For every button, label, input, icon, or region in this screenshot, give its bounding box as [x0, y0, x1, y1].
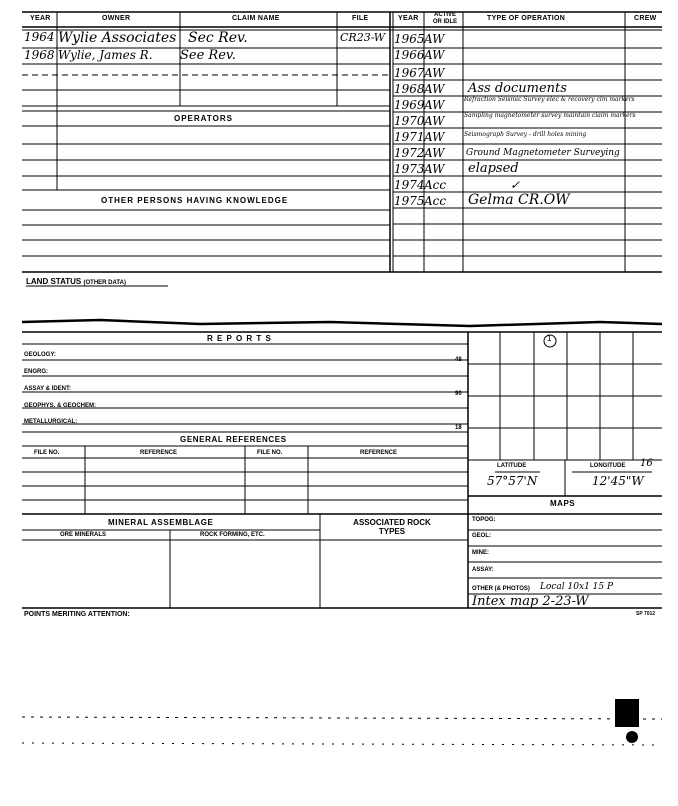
report-metallurgical-label: METALLURGICAL:	[24, 419, 78, 425]
op-type: Seismograph Survey - drill holes mining	[464, 131, 587, 138]
header-year: YEAR	[30, 15, 51, 22]
maps-note: Intex map 2-23-W	[472, 594, 589, 609]
op-status: AW	[424, 114, 445, 128]
op-status: AW	[424, 82, 445, 96]
op-type: elapsed	[468, 161, 519, 176]
header-active: ACTIVE	[433, 12, 456, 18]
ref-file-no-2: FILE NO.	[257, 450, 283, 456]
report-geophys-label: GEOPHYS. & GEOCHEM:	[24, 403, 97, 409]
maps-other-value: Local 10x1 15 P	[540, 582, 614, 592]
op-year: 1971	[394, 130, 425, 144]
op-status: AW	[424, 66, 445, 80]
op-year: 1968	[394, 82, 425, 96]
op-status: Acc	[424, 178, 447, 192]
op-type: Sampling magnetometer survey maintain claim markers	[464, 112, 636, 119]
op-year: 1965	[394, 32, 425, 46]
op-type: Gelma CR.OW	[468, 192, 570, 208]
op-year: 1966	[394, 48, 425, 62]
longitude-value: 12'45"W	[592, 474, 644, 488]
op-type: Ground Magnetometer Surveying	[466, 148, 620, 158]
op-status: AW	[424, 162, 445, 176]
op-status: AW	[424, 48, 445, 62]
general-references-heading: GENERAL REFERENCES	[180, 435, 287, 444]
maps-geol-label: GEOL:	[472, 533, 491, 539]
ore-minerals-label: ORE MINERALS	[60, 532, 107, 538]
header-type-of-operation: TYPE OF OPERATION	[487, 15, 566, 22]
header-claim-name: CLAIM NAME	[232, 15, 280, 22]
header-year-ops: YEAR	[398, 15, 419, 22]
associated-rock-types-heading: ASSOCIATED ROCK TYPES	[353, 518, 431, 536]
op-status: AW	[424, 32, 445, 46]
grid-mark: 1	[547, 334, 552, 343]
owner-row-1-claim: Sec Rev.	[188, 30, 248, 46]
maps-topog-label: TOPOG:	[472, 517, 496, 523]
land-status-heading	[26, 277, 126, 286]
op-type: Ass documents	[468, 81, 567, 96]
owner-row-2-year: 1968	[24, 48, 55, 62]
op-year: 1969	[394, 98, 425, 112]
op-year: 1967	[394, 66, 425, 80]
owner-row-1-year: 1964	[24, 30, 55, 44]
op-year: 1973	[394, 162, 425, 176]
owner-row-2-owner: Wylie, James R.	[58, 48, 153, 62]
maps-mine-label: MINE:	[472, 550, 489, 556]
ref-reference-1: REFERENCE	[140, 450, 178, 456]
ref-file-no-1: FILE NO.	[34, 450, 60, 456]
longitude-prefix: 16	[640, 458, 653, 469]
points-meriting-heading: POINTS MERITING ATTENTION:	[24, 611, 130, 618]
op-status: AW	[424, 130, 445, 144]
rock-forming-label: ROCK FORMING, ETC.	[200, 532, 265, 538]
op-status: AW	[424, 98, 445, 112]
operators-heading: OPERATORS	[174, 114, 233, 123]
longitude-label: LONGITUDE	[590, 463, 626, 469]
land-status-sub: (OTHER DATA)	[83, 280, 126, 286]
maps-assay-label: ASSAY:	[472, 567, 494, 573]
op-year: 1974	[394, 178, 425, 192]
latitude-label: LATITUDE	[497, 463, 527, 469]
reports-heading: R E P O R T S	[207, 334, 272, 343]
report-metallurgical-num: 18	[455, 425, 462, 431]
owner-row-2-claim: See Rev.	[180, 48, 236, 63]
other-persons-heading: OTHER PERSONS HAVING KNOWLEDGE	[101, 196, 289, 205]
header-owner: OWNER	[102, 15, 131, 22]
header-or-idle: OR IDLE	[432, 19, 458, 25]
maps-heading: MAPS	[550, 499, 576, 508]
header-crew: CREW	[634, 15, 657, 22]
land-status-label: LAND STATUS	[26, 277, 82, 286]
report-geology-label: GEOLOGY:	[24, 352, 56, 358]
op-status: Acc	[424, 194, 447, 208]
mineral-assemblage-heading: MINERAL ASSEMBLAGE	[108, 518, 214, 527]
op-type: Refraction Seismic Survey elec & recovery clm markers	[464, 96, 635, 103]
report-geology-num: 48	[455, 357, 462, 363]
ref-reference-2: REFERENCE	[360, 450, 398, 456]
op-type: ✓	[510, 178, 521, 192]
report-assay-label: ASSAY & IDENT:	[24, 386, 72, 392]
header-file: FILE	[352, 15, 369, 22]
report-assay-num: 90	[455, 391, 462, 397]
op-year: 1975	[394, 194, 425, 208]
form-number: SP 7012	[636, 611, 656, 617]
op-status: AW	[424, 146, 445, 160]
owner-row-1-owner: Wylie Associates	[58, 30, 177, 46]
owner-row-1-file: CR23-W	[340, 31, 386, 44]
maps-other-label: OTHER (& PHOTOS)	[472, 586, 530, 592]
latitude-value: 57°57'N	[487, 474, 538, 488]
report-engrg-label: ENGRG:	[24, 369, 48, 375]
op-year: 1970	[394, 114, 425, 128]
op-year: 1972	[394, 146, 425, 160]
